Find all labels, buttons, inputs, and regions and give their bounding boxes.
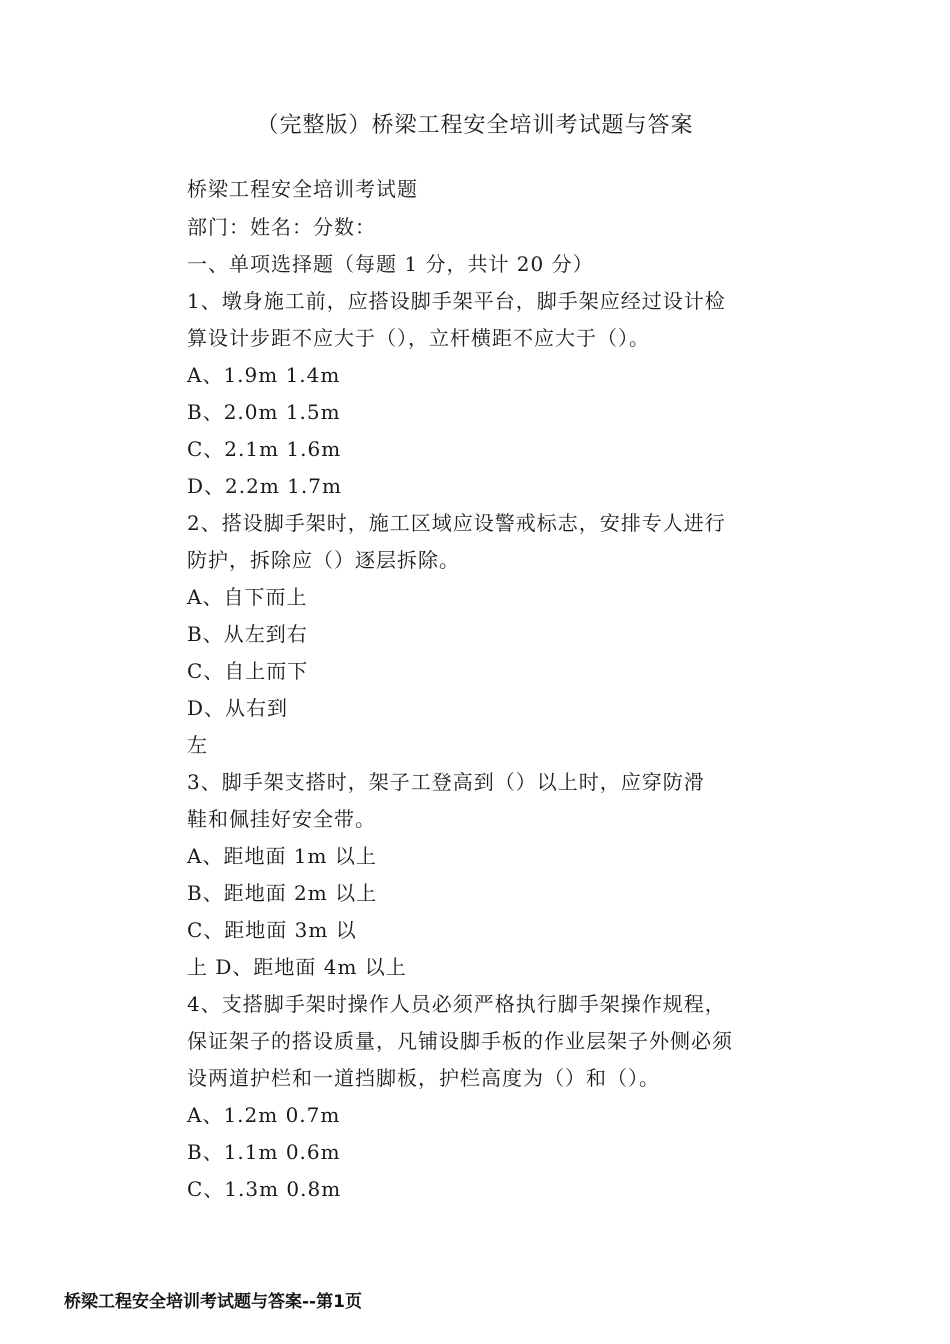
question-4-line-3: 设两道护栏和一道挡脚板，护栏高度为（）和（）。 <box>187 1066 660 1090</box>
question-4-option-b: B、1.1m 0.6m <box>187 1140 341 1164</box>
question-4-option-c: C、1.3m 0.8m <box>187 1177 342 1201</box>
question-3-option-a: A、距地面 1m 以上 <box>187 844 377 868</box>
question-1-option-a: A、1.9m 1.4m <box>187 363 341 387</box>
question-2-option-a: A、自下而上 <box>187 585 308 609</box>
question-3-option-b: B、距地面 2m 以上 <box>187 881 378 905</box>
question-3-line-2: 鞋和佩挂好安全带。 <box>187 807 376 831</box>
question-4-line-1: 4、支搭脚手架时操作人员必须严格执行脚手架操作规程， <box>187 992 726 1016</box>
question-1-line-1: 1、墩身施工前，应搭设脚手架平台，脚手架应经过设计检 <box>187 289 726 313</box>
question-3-line-1: 3、脚手架支搭时，架子工登高到（）以上时，应穿防滑 <box>187 770 705 794</box>
question-1-option-d: D、2.2m 1.7m <box>187 474 342 498</box>
section-heading: 一、单项选择题（每题 1 分，共计 20 分） <box>187 252 594 276</box>
question-2-option-c: C、自上而下 <box>187 659 309 683</box>
exam-heading: 桥梁工程安全培训考试题 <box>187 177 418 201</box>
exam-info-line: 部门：姓名：分数： <box>187 215 376 239</box>
question-3-option-d: 上 D、距地面 4m 以上 <box>187 955 407 979</box>
question-2-option-d-wrap: 左 <box>187 733 208 757</box>
question-1-option-c: C、2.1m 1.6m <box>187 437 342 461</box>
question-4-line-2: 保证架子的搭设质量，凡铺设脚手板的作业层架子外侧必须 <box>187 1029 733 1053</box>
page-footer: 桥梁工程安全培训考试题与答案--第1页 <box>64 1292 362 1312</box>
document-title: （完整版）桥梁工程安全培训考试题与答案 <box>256 113 694 138</box>
question-1-line-2: 算设计步距不应大于（），立杆横距不应大于（）。 <box>187 326 650 350</box>
question-2-option-d: D、从右到 <box>187 696 289 720</box>
question-3-option-c: C、距地面 3m 以 <box>187 918 357 942</box>
question-2-line-1: 2、搭设脚手架时，施工区域应设警戒标志，安排专人进行 <box>187 511 726 535</box>
question-4-option-a: A、1.2m 0.7m <box>187 1103 341 1127</box>
question-1-option-b: B、2.0m 1.5m <box>187 400 341 424</box>
question-2-option-b: B、从左到右 <box>187 622 308 646</box>
question-2-line-2: 防护，拆除应（）逐层拆除。 <box>187 548 460 572</box>
